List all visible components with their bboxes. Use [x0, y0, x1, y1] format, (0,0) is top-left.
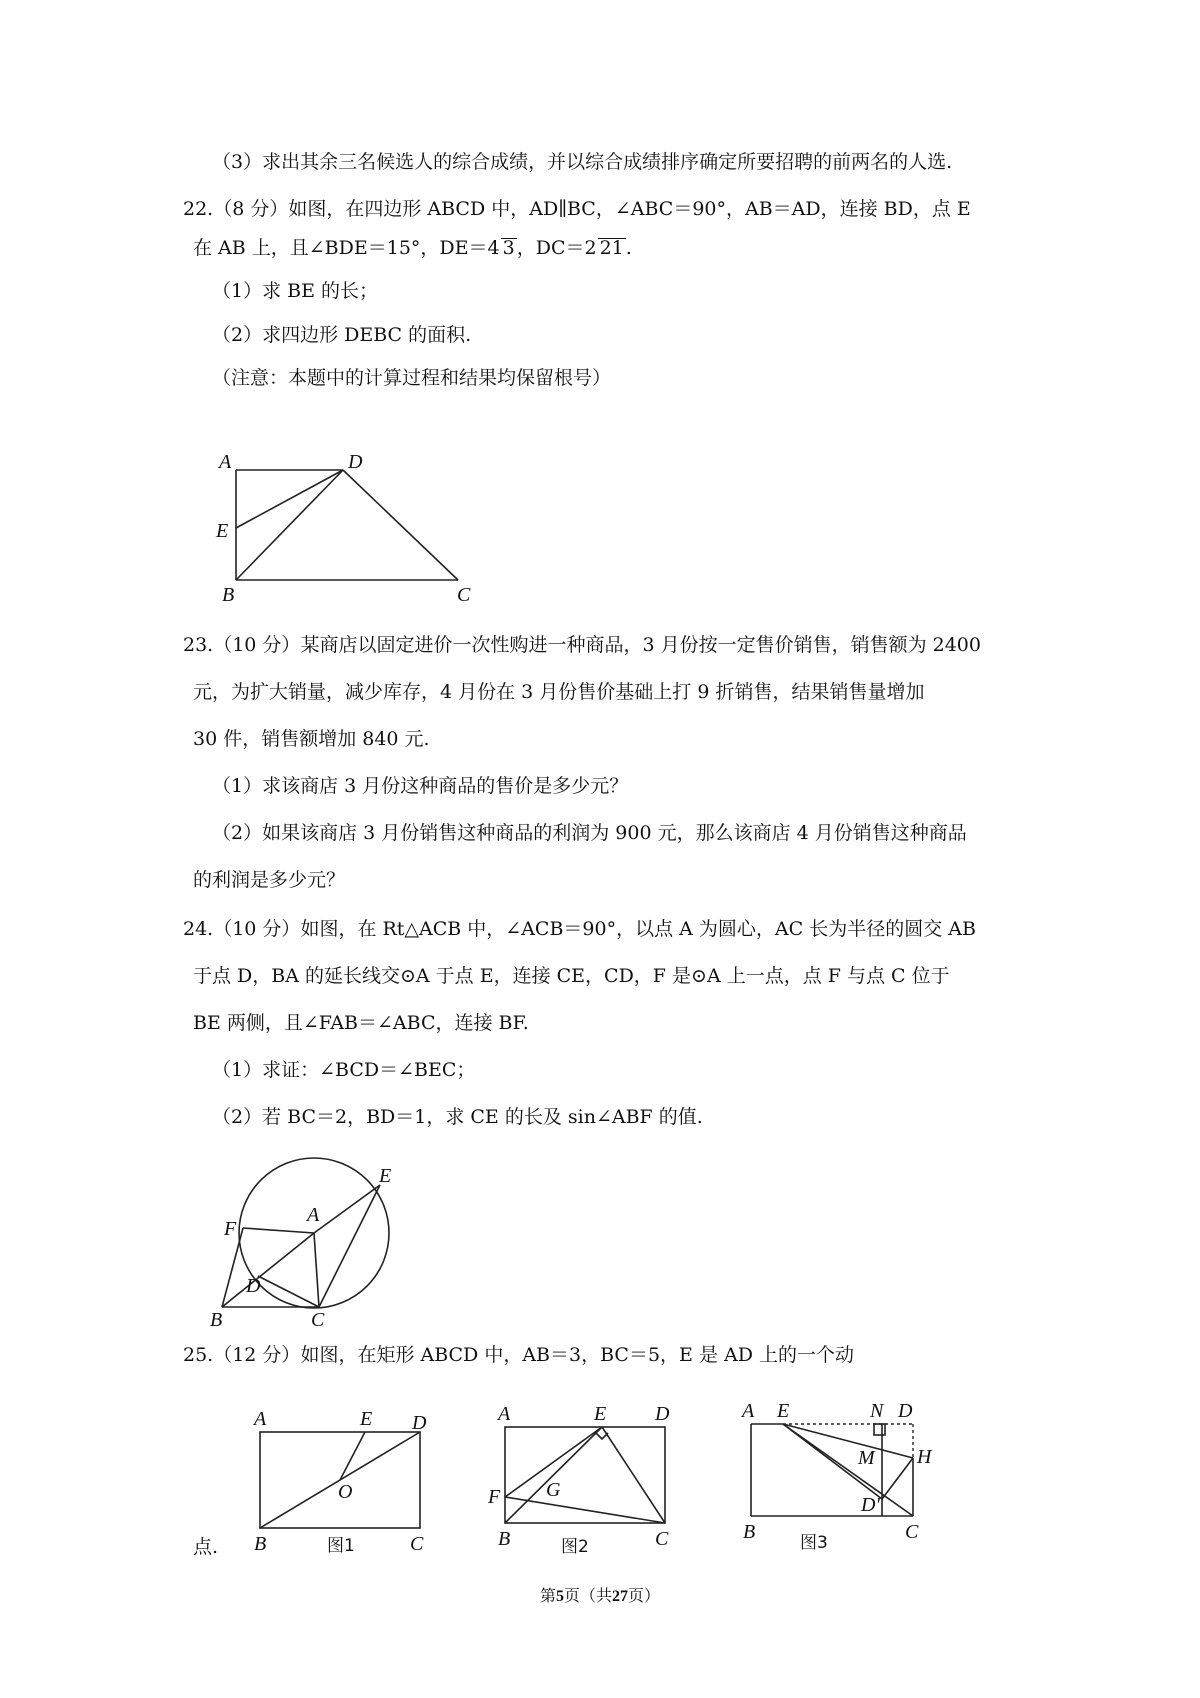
q24-seg-AE — [314, 1185, 380, 1233]
q25-fig2-label-B: B — [498, 1528, 511, 1550]
q23-part2-line1: （2）如果该商店 3 月份销售这种商品的利润为 900 元，那么该商店 4 月份销售这种商品 — [212, 822, 967, 844]
q25-fig1-label-A: A — [254, 1408, 267, 1430]
q22-seg-ED — [236, 470, 343, 528]
q24-stem1: 如图，在 Rt△ACB 中，∠ACB＝90°，以点 A 为圆心，AC 长为半径的圆交 AB — [300, 918, 976, 940]
q23-stem-line1 — [183, 633, 981, 657]
q25-fig2-label-G: G — [546, 1479, 561, 1501]
q24-seg-AC — [314, 1233, 319, 1307]
q25-fig2-rect — [505, 1427, 665, 1523]
q24-label-A: A — [307, 1204, 320, 1226]
q23-number: 23. — [183, 634, 214, 656]
q23-points: （10 分） — [213, 634, 301, 656]
q22-points: （8 分） — [213, 198, 289, 220]
q21-part3: （3）求出其余三名候选人的综合成绩，并以综合成绩排序确定所要招聘的前两名的人选. — [212, 151, 953, 173]
q25-points: （12 分） — [213, 1344, 301, 1366]
q22-label-E: E — [216, 520, 229, 542]
q23-part2-line2: 的利润是多少元？ — [193, 869, 346, 891]
q22-seg-DC — [343, 470, 458, 580]
q25-fig2-label-E: E — [594, 1403, 607, 1425]
q25-fig1-caption: 图1 — [327, 1536, 355, 1556]
q25-fig2-label-C: C — [655, 1528, 669, 1550]
q25-fig3-label-B: B — [743, 1521, 756, 1543]
q25-fig2-label-D: D — [655, 1403, 670, 1425]
q24-label-E: E — [379, 1165, 392, 1187]
q25-fig3-label-Dprime: D' — [861, 1494, 880, 1516]
q24-seg-FA — [243, 1228, 314, 1233]
sqrt-3: 3 — [502, 237, 515, 259]
q24-seg-BA — [222, 1233, 314, 1307]
q24-label-F: F — [224, 1218, 237, 1240]
q22-part2: （2）求四边形 DEBC 的面积. — [212, 324, 472, 346]
q24-seg-CE — [319, 1185, 380, 1307]
q25-fig3-label-H: H — [917, 1446, 932, 1468]
q24-stem-line3: BE 两侧，且∠FAB＝∠ABC，连接 BF. — [193, 1012, 529, 1034]
footer-mid: 页（共 — [563, 1586, 612, 1605]
q25-fig2 — [505, 1427, 665, 1523]
q25-fig3-label-A: A — [742, 1400, 755, 1422]
q25-fig3-label-C: C — [905, 1521, 919, 1543]
q22-label-C: C — [457, 584, 471, 606]
q25-fig3-label-M: M — [858, 1447, 875, 1469]
q24-part2: （2）若 BC＝2，BD＝1，求 CE 的长及 sin∠ABF 的值. — [212, 1106, 703, 1128]
q24-points: （10 分） — [213, 918, 301, 940]
q23-stem1: 某商店以固定进价一次性购进一种商品，3 月份按一定售价销售，销售额为 2400 — [300, 634, 981, 656]
q25-fig1-label-O: O — [338, 1481, 353, 1503]
q25-fig3-right-angle — [874, 1424, 885, 1435]
q24-stem-line1 — [183, 917, 976, 941]
q24-label-D: D — [246, 1275, 261, 1297]
q25-fig2-label-F: F — [488, 1486, 501, 1508]
q25-fig2-label-A: A — [498, 1403, 511, 1425]
q22-number: 22. — [183, 198, 214, 220]
q22-label-B: B — [222, 584, 235, 606]
q25-fig1 — [260, 1432, 420, 1528]
q22-stem2-end: . — [625, 237, 632, 259]
q25-fig3-seg-HDp — [882, 1458, 913, 1499]
q25-stem1: 如图，在矩形 ABCD 中，AB＝3，BC＝5，E 是 AD 上的一个动 — [300, 1344, 854, 1366]
footer-pre: 第 — [539, 1586, 556, 1605]
q24-number: 24. — [183, 918, 214, 940]
footer-total-pages: 27 — [612, 1588, 628, 1605]
footer-post: 页） — [628, 1586, 661, 1605]
q25-stem-line1 — [183, 1343, 854, 1367]
q22-stem2-mid: ，DC＝2 — [516, 237, 597, 259]
footer-page-number: 5 — [555, 1588, 564, 1605]
q25-fig3-caption: 图3 — [800, 1533, 828, 1553]
q25-fig3 — [751, 1424, 913, 1516]
q22-part1: （1）求 BE 的长； — [212, 280, 378, 302]
q25-fig3-seg-EH — [783, 1424, 913, 1458]
page-footer — [0, 1583, 1200, 1606]
q22-figure — [236, 470, 458, 580]
q22-stem1: 如图，在四边形 ABCD 中，AD∥BC，∠ABC＝90°，AB＝AD，连接 BD，点 E — [288, 198, 971, 220]
q24-stem-line2: 于点 D，BA 的延长线交⊙A 于点 E，连接 CE，CD，F 是⊙A 上一点，点 F 与点 C 位于 — [193, 965, 950, 987]
q25-fig2-seg-FC — [505, 1497, 665, 1523]
q25-fig1-label-C: C — [410, 1533, 424, 1555]
q25-fig2-caption: 图2 — [561, 1537, 589, 1557]
q25-number: 25. — [183, 1344, 214, 1366]
q23-stem-line3: 30 件，销售额增加 840 元. — [193, 728, 430, 750]
q24-label-C: C — [311, 1309, 325, 1331]
q22-label-D: D — [348, 451, 363, 473]
q24-label-B: B — [210, 1309, 223, 1331]
q25-fig3-label-D: D — [898, 1400, 913, 1422]
q25-fig1-label-D: D — [412, 1412, 427, 1434]
q25-fig1-label-B: B — [254, 1533, 267, 1555]
q22-label-A: A — [219, 451, 232, 473]
q22-note: （注意：本题中的计算过程和结果均保留根号） — [212, 367, 612, 389]
q25-fig3-label-N: N — [870, 1400, 884, 1422]
q25-fig2-right-angle — [596, 1433, 608, 1439]
q25-fig1-label-E: E — [360, 1408, 373, 1430]
q22-seg-BD — [236, 470, 343, 580]
q25-fig2-seg-BE — [505, 1427, 602, 1523]
q25-fig3-label-E: E — [777, 1400, 790, 1422]
q22-stem2-pre: 在 AB 上，且∠BDE＝15°，DE＝4 — [193, 237, 500, 259]
q23-stem-line2: 元，为扩大销量，减少库存，4 月份在 3 月份售价基础上打 9 折销售，结果销售量增加 — [193, 681, 925, 703]
q23-part1: （1）求该商店 3 月份这种商品的售价是多少元？ — [212, 775, 629, 797]
q25-stem-line2: 点. — [193, 1536, 219, 1558]
sqrt-21: 21 — [599, 237, 624, 259]
q25-fig2-seg-EC — [602, 1427, 665, 1523]
q24-part1: （1）求证：∠BCD＝∠BEC； — [212, 1059, 476, 1081]
